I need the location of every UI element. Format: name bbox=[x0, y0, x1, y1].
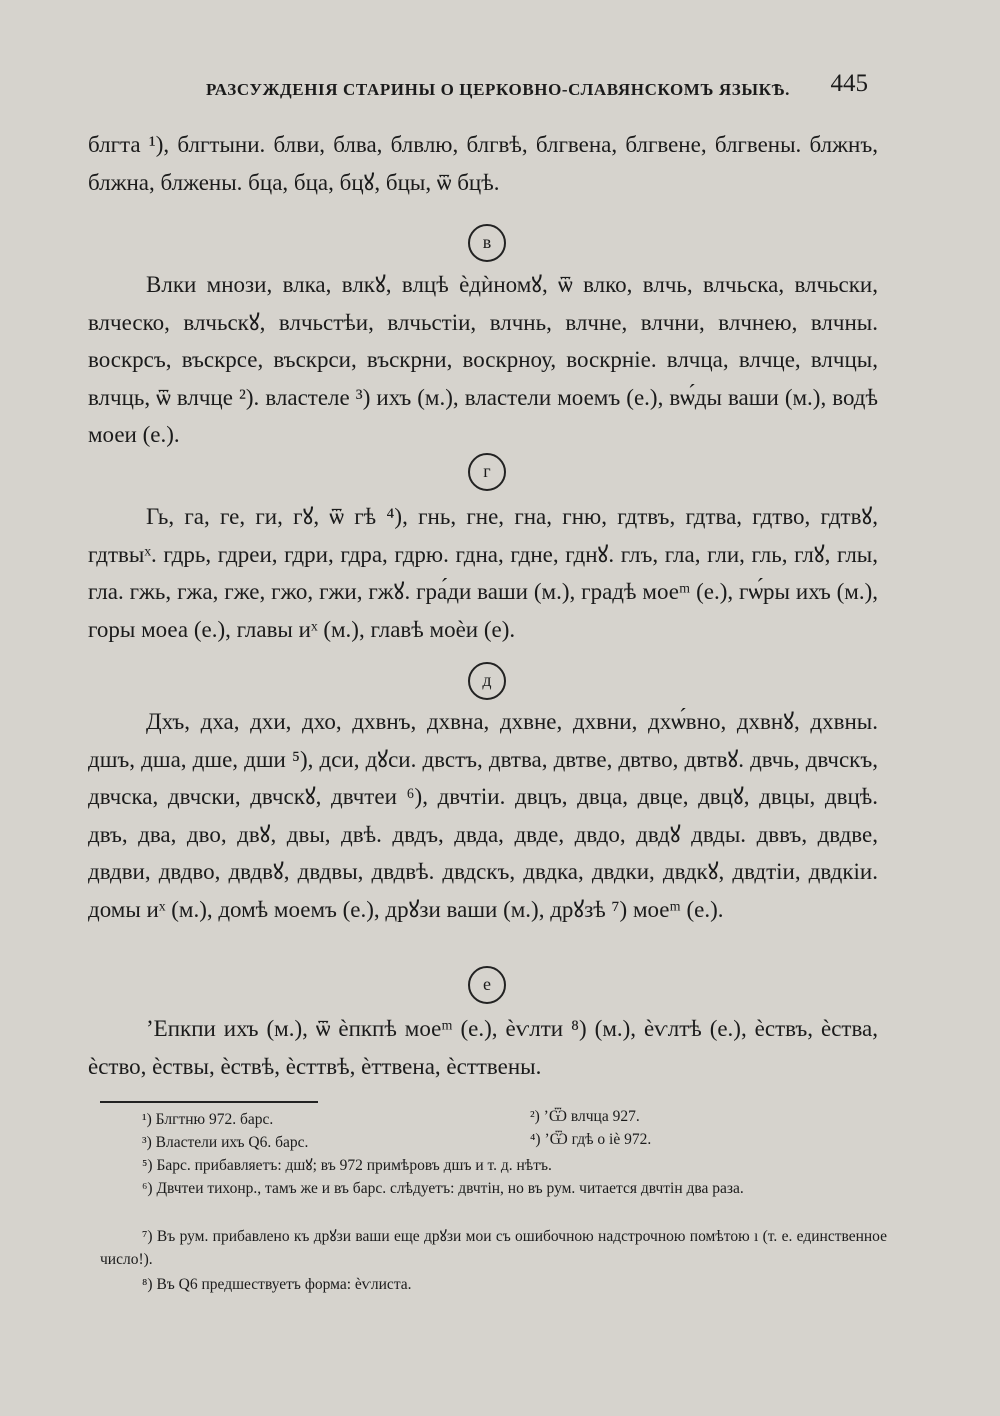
footnote-4: ⁴) ʼѾ гдѣ о іѐ 972. bbox=[530, 1131, 652, 1148]
footnote-1: ¹) Блгтню 972. барс. bbox=[142, 1111, 274, 1128]
running-title: РАЗСУЖДЕНІЯ СТАРИНЫ О ЦЕРКОВНО-СЛАВЯНСКОМЪ ЯЗЫКѢ. bbox=[206, 80, 790, 99]
section-d-paragraph: Дхъ, дха, дхи, дхо, дхвнъ, дхвна, дхвне, дхвни, дхѡ́вно, дхвнꙋ, дхвны. дшъ, дша, дше, дши ⁵), дси, дꙋси. двстъ, двтва, двтве, двтво, двтвꙋ. двчь, двчскъ, двчска, двчски, двчскꙋ, двчтеи ⁶), двчтіи. двцъ, двца, двце, двцꙋ, двцы, двцѣ. двъ, два, дво, двꙋ, двы, двѣ. двдъ, двда, двде, двдо, двдꙋ двды. дввъ, двдве, двдви, двдво, двдвꙋ, двдвы, двдвѣ. двдскъ, двдка, двдки, двдкꙋ, двдтіи, двдкіи. домы иˣ (м.), домѣ моемъ (е.), дрꙋзи ваши (м.), дрꙋзѣ ⁷) моеᵐ (е.). bbox=[88, 709, 878, 922]
page-header bbox=[86, 70, 876, 106]
footnote-6: ⁶) Двчтеи тихонр., тамъ же и въ барс. слѣдуетъ: двчтін, но въ рум. читается двчтін два раза. bbox=[142, 1180, 744, 1197]
footnote-8: ⁸) Въ Q6 предшествуетъ форма: ѐѵлиста. bbox=[142, 1276, 412, 1293]
section-letter-e: е bbox=[468, 966, 506, 1004]
page-number: 445 bbox=[830, 70, 868, 97]
footnote-rule bbox=[100, 1101, 318, 1103]
footnote-2: ²) ʼѾ влчца 927. bbox=[530, 1108, 640, 1125]
section-letter-d: д bbox=[468, 662, 506, 700]
footnote-5: ⁵) Барс. прибавляетъ: дшꙋ; въ 972 примѣровъ дшъ и т. д. нѣтъ. bbox=[142, 1157, 552, 1174]
intro-paragraph: блгта ¹), блгтыни. блви, блва, блвлю, блгвѣ, блгвена, блгвене, блгвены. блжнъ, блжна, блжены. бца, бца, бцꙋ, бцы, ѿ бцѣ. bbox=[88, 132, 878, 195]
section-letter-v: в bbox=[468, 224, 506, 262]
section-v-paragraph: Влки мнози, влка, влкꙋ, влцѣ ѐдѝномꙋ, ѿ влко, влчь, влчьска, влчьски, влческо, влчьскꙋ, влчьстѣи, влчьстіи, влчнь, влчне, влчни, влчнею, влчны. воскрсъ, въскрсе, въскрси, въскрни, воскрноу, воскрніе. влчца, влчце, влчцы, влчць, ѿ влчце ²). властеле ³) ихъ (м.), властели моемъ (е.), вѡ́ды ваши (м.), водѣ моеи (е.). bbox=[88, 272, 878, 447]
footnote-7: ⁷) Въ рум. прибавлено къ дрꙋзи ваши еще дрꙋзи мои съ ошибочною надстрочною помѣтою ı (т. е. единственное число!). bbox=[100, 1228, 887, 1268]
section-g-paragraph: Гь, га, ге, ги, гꙋ, ѿ гѣ ⁴), гнь, гне, гна, гню, гдтвъ, гдтва, гдтво, гдтвꙋ, гдтвыˣ. гдрь, гдреи, гдри, гдра, гдрю. гдна, гдне, гднꙋ. глъ, гла, гли, гль, глꙋ, глы, гла. гжь, гжа, гже, гжо, гжи, гжꙋ. гра́ди ваши (м.), градѣ моеᵐ (е.), гѡ́ры ихъ (м.), горы моеа (е.), главы иˣ (м.), главѣ моѐи (е). bbox=[88, 504, 878, 642]
section-letter-g: г bbox=[468, 453, 506, 491]
section-e-paragraph: ʼЕпкпи ихъ (м.), ѿ ѐпкпѣ моеᵐ (е.), ѐѵлти ⁸) (м.), ѐѵлтѣ (е.), ѐствъ, ѐства, ѐство, ѐствы, ѐствѣ, ѐсттвѣ, ѐттвена, ѐсттвены. bbox=[88, 1016, 878, 1079]
footnote-3: ³) Властели ихъ Q6. барс. bbox=[142, 1134, 309, 1151]
